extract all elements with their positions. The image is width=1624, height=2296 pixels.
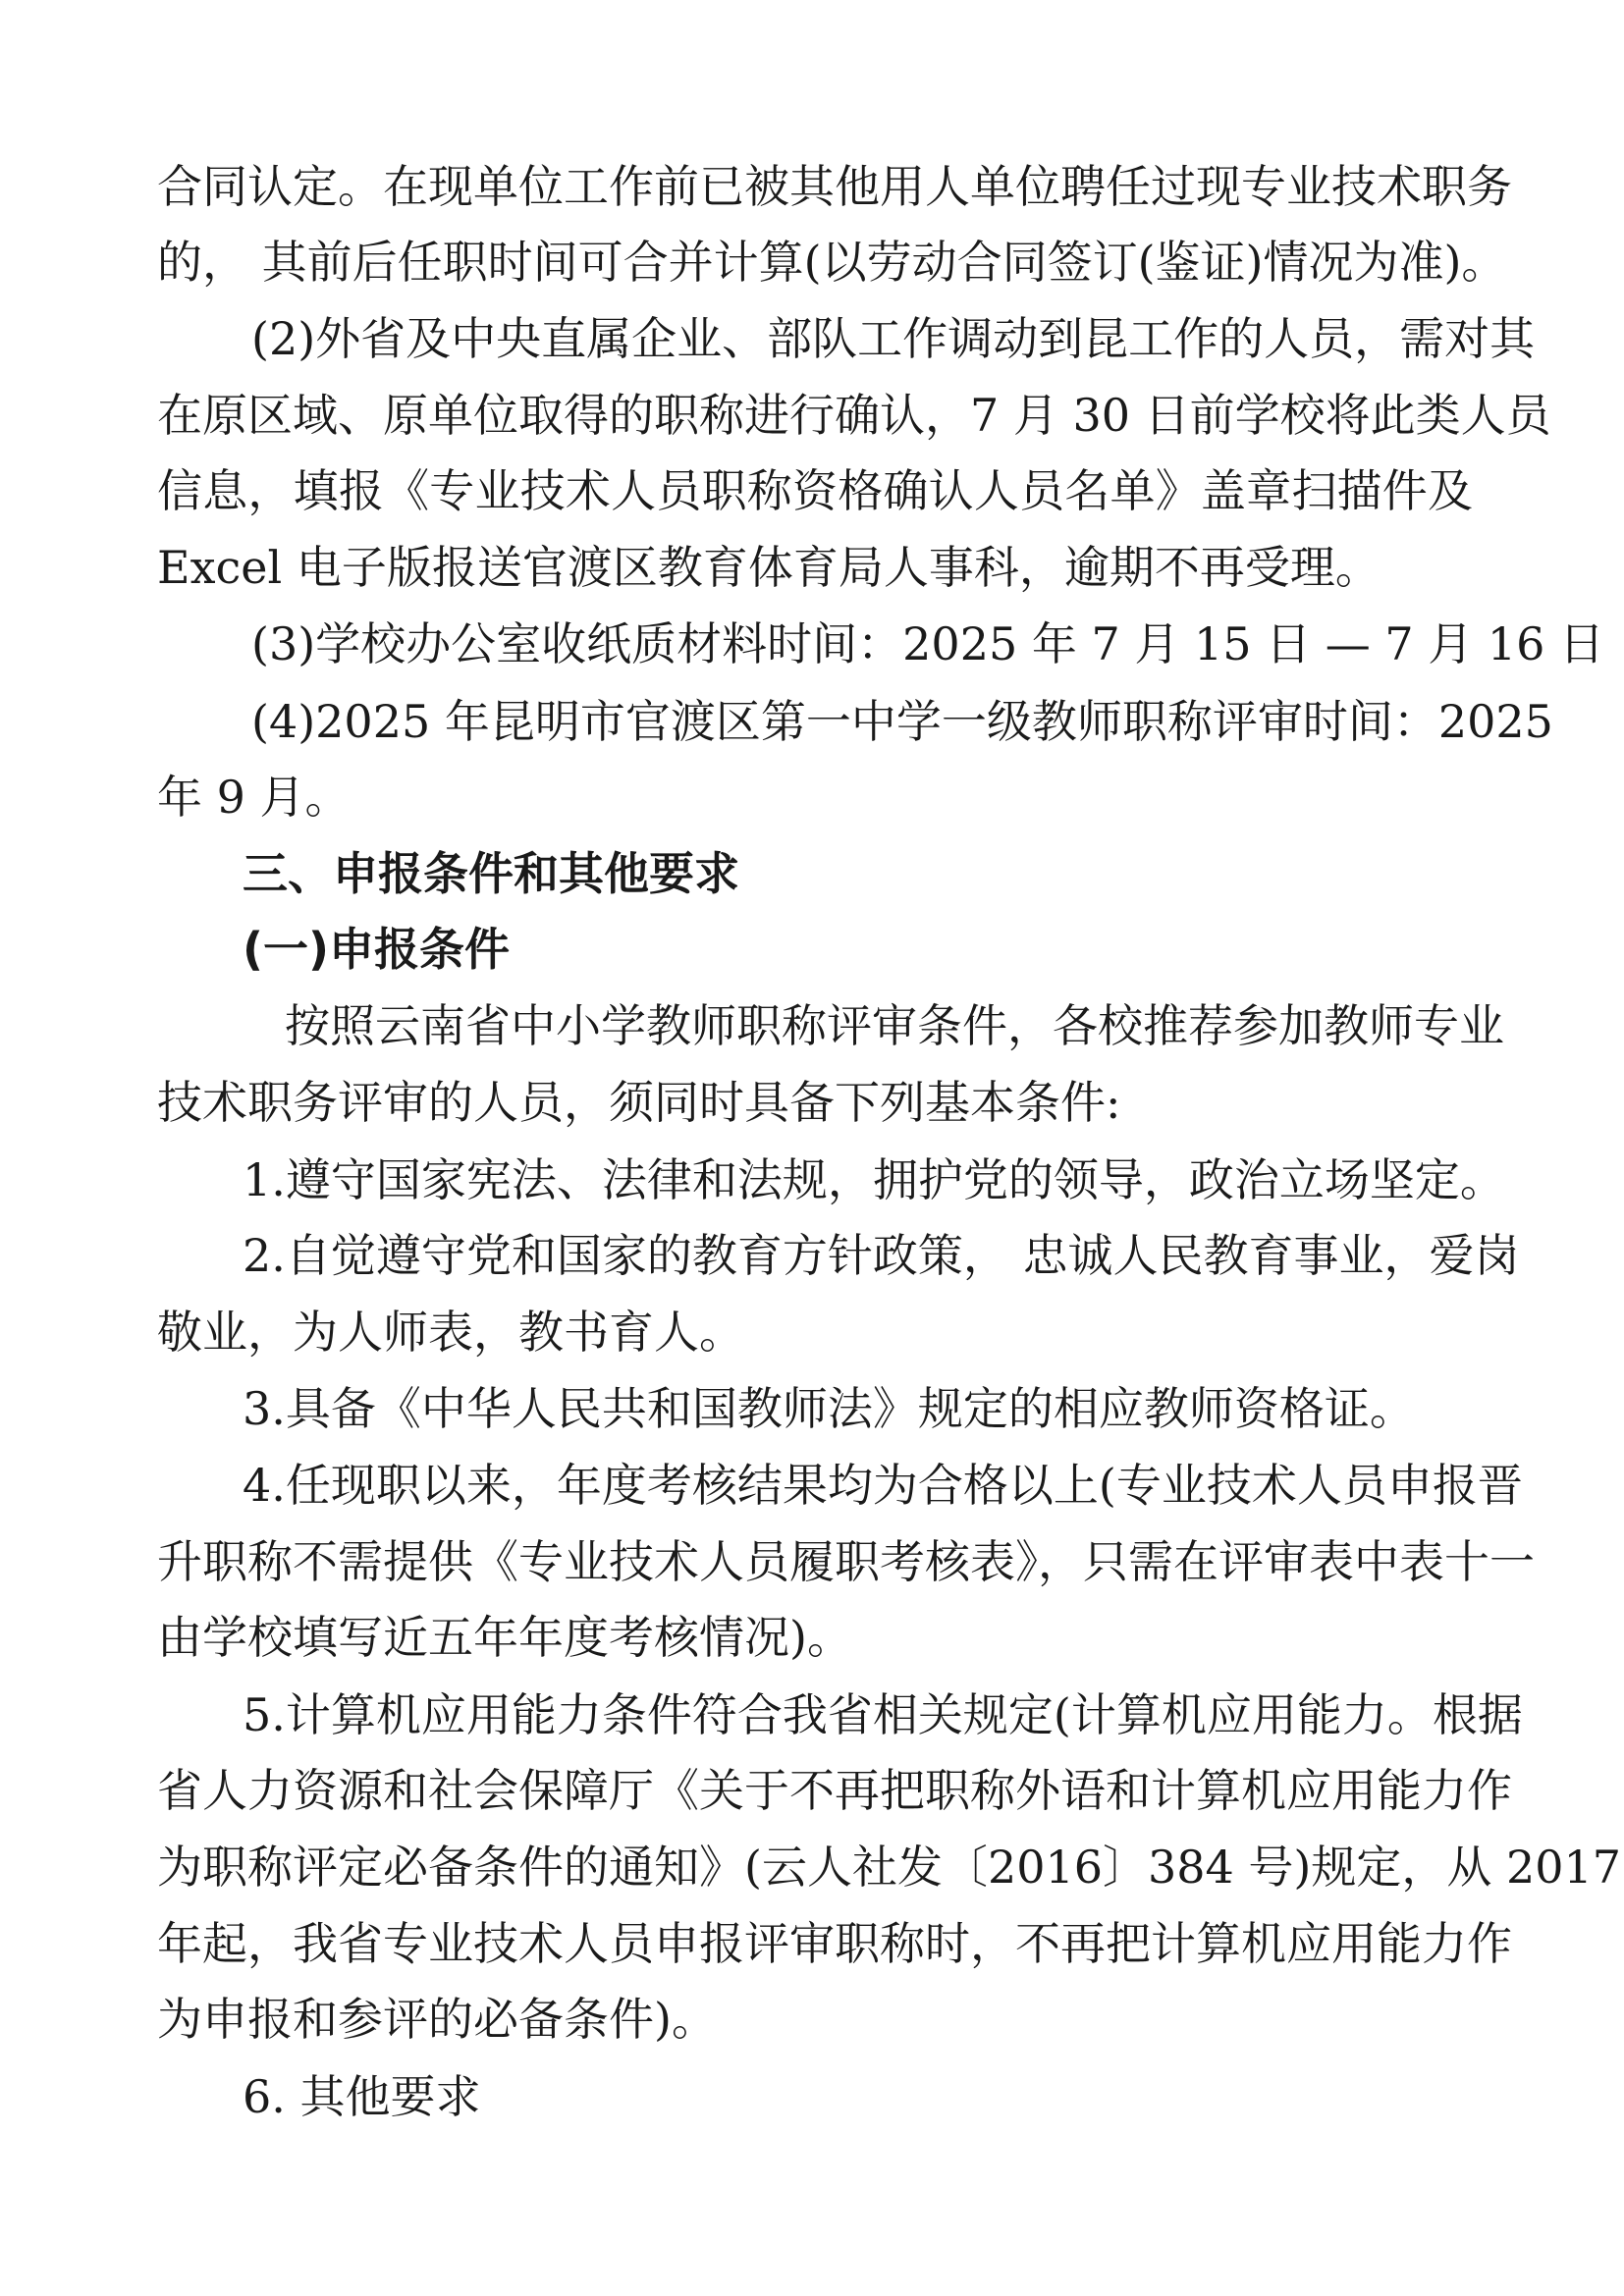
paragraph-line: 信息，填报《专业技术人员职称资格确认人员名单》盖章扫描件及 bbox=[157, 464, 1473, 517]
list-item: 6. 其他要求 bbox=[243, 2070, 481, 2123]
paragraph-line: 的， 其前后任职时间可合并计算(以劳动合同签订(鉴证)情况为准)。 bbox=[157, 236, 1507, 289]
list-item: 1.遵守国家宪法、法律和法规，拥护党的领导，政治立场坚定。 bbox=[243, 1153, 1505, 1206]
paragraph-line: Excel 电子版报送官渡区教育体育局人事科，逾期不再受理。 bbox=[157, 541, 1380, 594]
list-item: 4.任现职以来，年度考核结果均为合格以上(专业技术人员申报晋 bbox=[243, 1459, 1523, 1512]
section-heading: 三、申报条件和其他要求 bbox=[243, 847, 739, 900]
paragraph-line: 按照云南省中小学教师职称评审条件，各校推荐参加教师专业 bbox=[285, 999, 1504, 1052]
paragraph-line: 合同认定。在现单位工作前已被其他用人单位聘任过现专业技术职务 bbox=[157, 160, 1512, 213]
paragraph-line: (2)外省及中央直属企业、部队工作调动到昆工作的人员，需对其 bbox=[251, 312, 1536, 365]
paragraph-line: (4)2025 年昆明市官渡区第一中学一级教师职称评审时间：2025 bbox=[251, 695, 1553, 748]
paragraph-line: 在原区域、原单位取得的职称进行确认，7 月 30 日前学校将此类人员 bbox=[157, 389, 1551, 442]
paragraph-line: 技术职务评审的人员，须同时具备下列基本条件: bbox=[157, 1076, 1121, 1129]
paragraph-line: 升职称不需提供《专业技术人员履职考核表》，只需在评审表中表十一 bbox=[157, 1535, 1535, 1588]
subsection-heading: (一)申报条件 bbox=[243, 923, 511, 976]
paragraph-line: 年 9 月。 bbox=[157, 771, 351, 824]
list-item: 3.具备《中华人民共和国教师法》规定的相应教师资格证。 bbox=[243, 1382, 1415, 1435]
paragraph-line: 敬业，为人师表，教书育人。 bbox=[157, 1306, 744, 1359]
paragraph-line: 省人力资源和社会保障厅《关于不再把职称外语和计算机应用能力作 bbox=[157, 1764, 1512, 1817]
list-item: 2.自觉遵守党和国家的教育方针政策， 忠诚人民教育事业，爱岗 bbox=[243, 1229, 1520, 1282]
list-item: 5.计算机应用能力条件符合我省相关规定(计算机应用能力。根据 bbox=[243, 1688, 1523, 1741]
paragraph-line: (3)学校办公室收纸质材料时间：2025 年 7 月 15 日 — 7 月 16 日 bbox=[251, 617, 1605, 670]
paragraph-line: 为职称评定必备条件的通知》(云人社发〔2016〕384 号)规定，从 2017 bbox=[157, 1841, 1622, 1894]
paragraph-line: 年起，我省专业技术人员申报评审职称时，不再把计算机应用能力作 bbox=[157, 1917, 1512, 1970]
paragraph-line: 由学校填写近五年年度考核情况)。 bbox=[157, 1611, 852, 1664]
paragraph-line: 为申报和参评的必备条件)。 bbox=[157, 1993, 717, 2046]
